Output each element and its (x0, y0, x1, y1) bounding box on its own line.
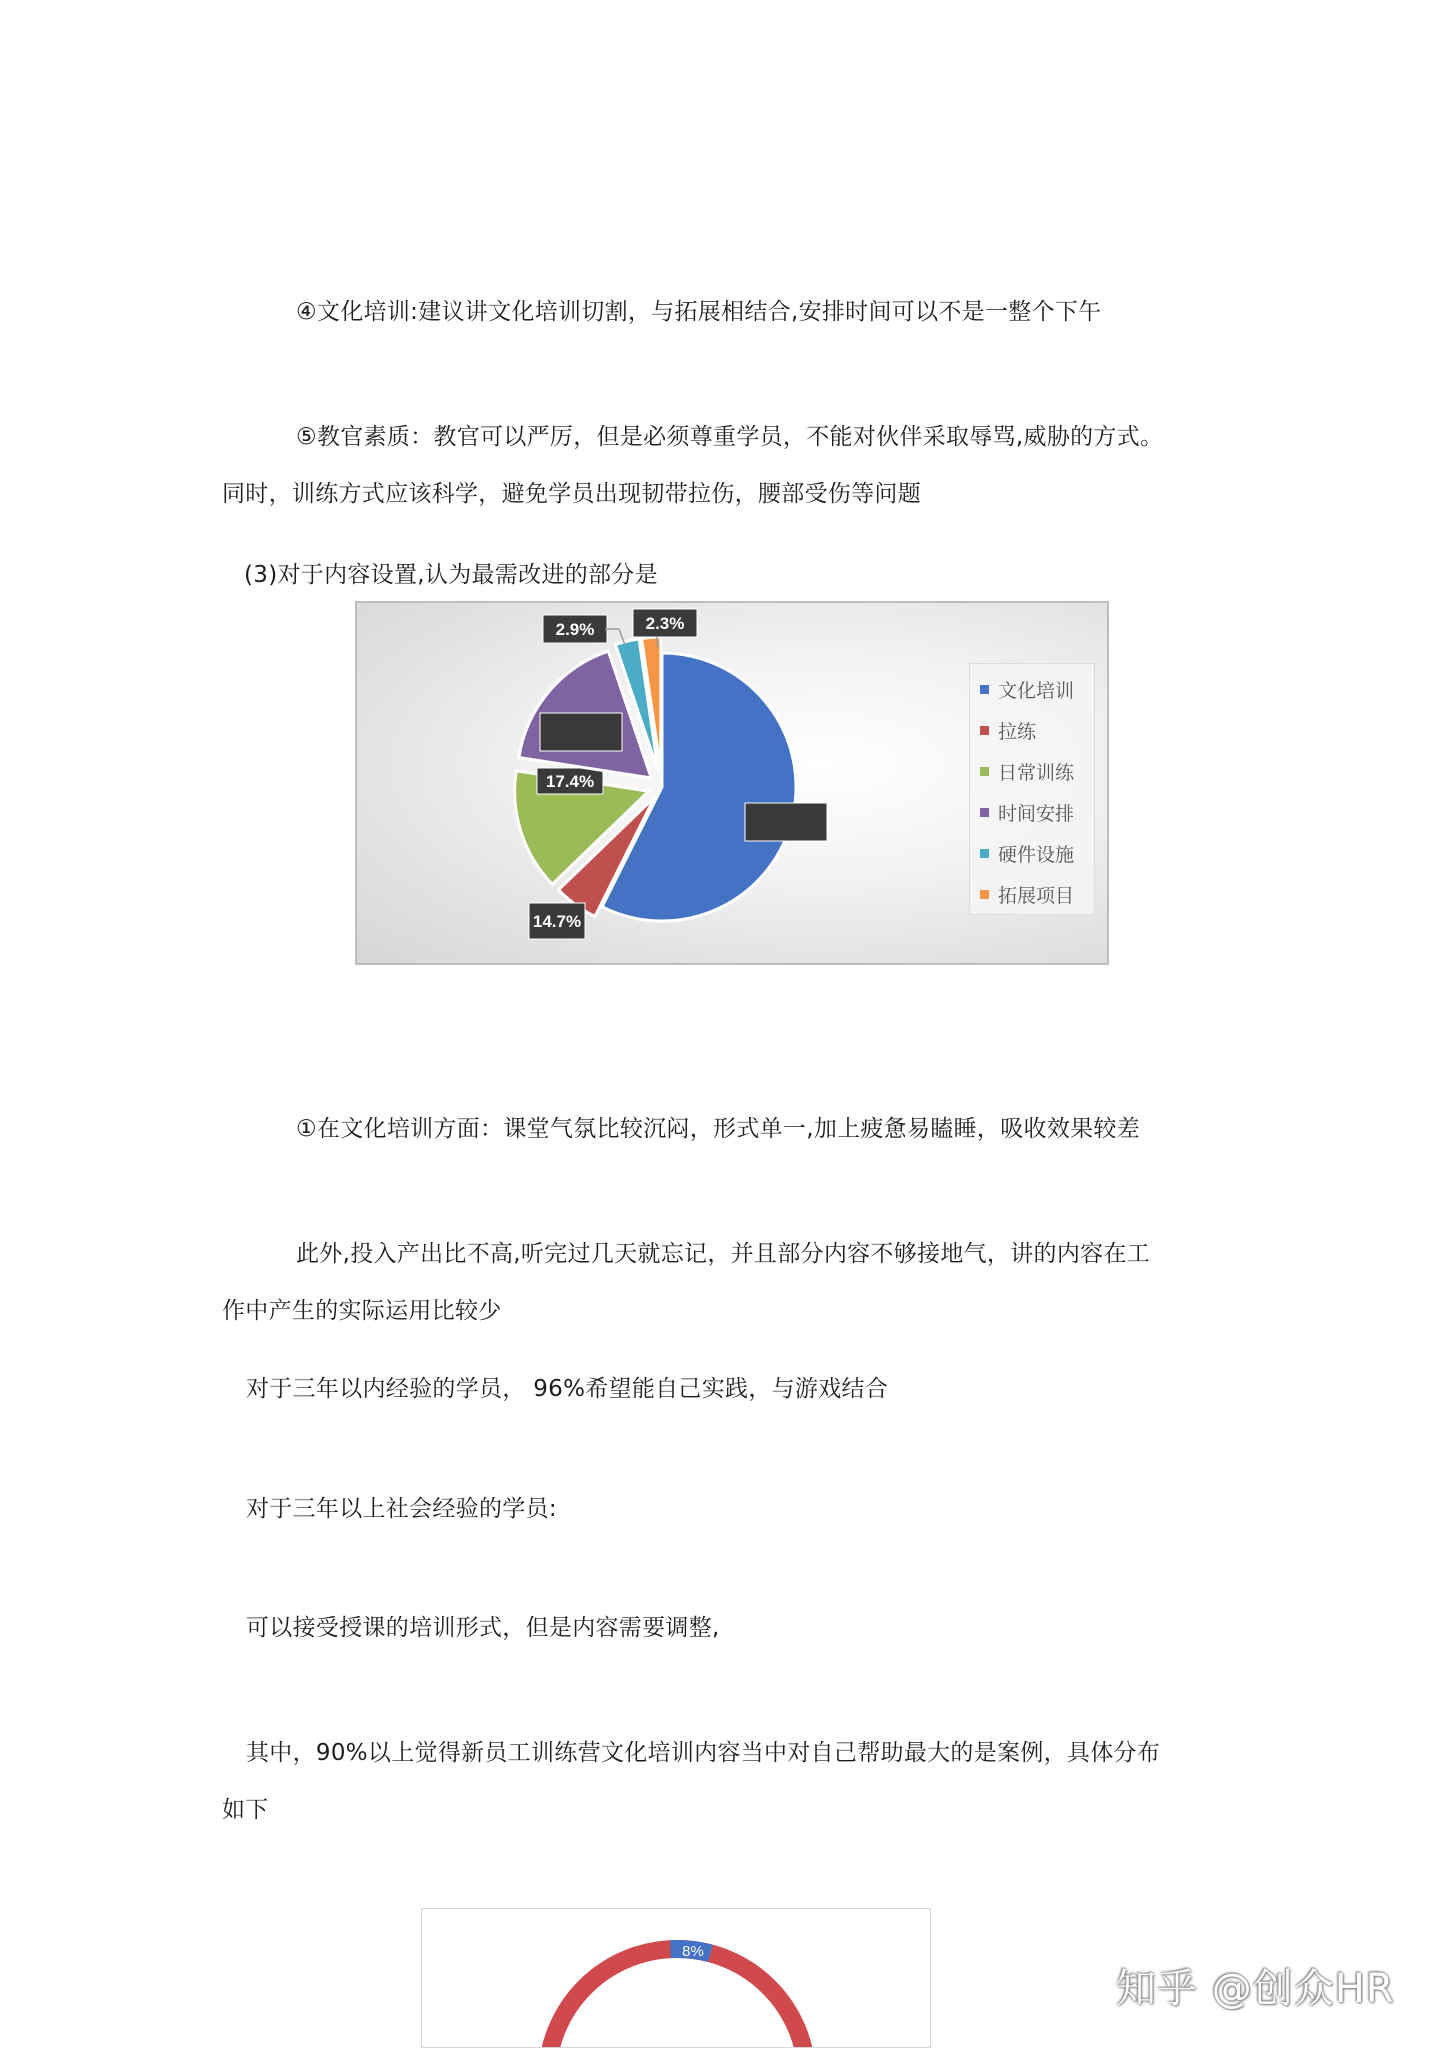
svg-text:2.9%: 2.9% (555, 620, 595, 639)
paragraph-roi-2: 作中产生的实际运用比较少 (222, 1298, 502, 1324)
legend-swatch (980, 849, 989, 858)
legend-swatch (980, 808, 989, 817)
paragraph-accept-lecture: 可以接受授课的培训形式，但是内容需要调整, (246, 1615, 720, 1641)
data-label-2 (537, 768, 603, 794)
legend-label: 文化培训 (998, 679, 1075, 702)
data-label-1 (529, 903, 585, 939)
section-heading-content: (3)对于内容设置,认为最需改进的部分是 (244, 562, 658, 588)
paragraph-case-study-2: 如下 (222, 1797, 269, 1823)
data-label-3 (540, 713, 622, 751)
legend-item (980, 717, 1036, 743)
data-label-4 (543, 615, 607, 643)
legend-item (980, 676, 1074, 702)
paragraph-instructor-quality-2: 同时，训练方式应该科学，避免学员出现韧带拉伤，腰部受伤等问题 (222, 481, 921, 507)
donut-chart-plot (422, 1909, 931, 2048)
legend-item (980, 840, 1074, 866)
chart-legend (969, 663, 1095, 915)
legend-swatch (980, 890, 989, 899)
donut-data-label: 8% (682, 1943, 704, 1960)
legend-swatch (980, 726, 989, 735)
legend-label: 拉练 (998, 720, 1037, 743)
svg-text:2.3%: 2.3% (645, 614, 685, 633)
legend-label: 日常训练 (998, 761, 1075, 784)
paragraph-roi-1: 此外,投入产出比不高,听完过几天就忘记，并且部分内容不够接地气，讲的内容在工 (296, 1241, 1151, 1267)
legend-swatch (980, 767, 989, 776)
donut-chart (421, 1908, 931, 2048)
donut-ring (547, 1949, 807, 2048)
legend-item (980, 799, 1074, 825)
data-label-0 (745, 803, 827, 841)
paragraph-culture-training: ④文化培训:建议讲文化培训切割，与拓展相结合,安排时间可以不是一整个下午 (296, 299, 1102, 325)
legend-label: 拓展项目 (998, 884, 1075, 907)
svg-text:17.4%: 17.4% (545, 772, 595, 791)
legend-label: 时间安排 (998, 802, 1075, 825)
legend-item (980, 758, 1074, 784)
paragraph-case-study-1: 其中，90%以上觉得新员工训练营文化培训内容当中对自己帮助最大的是案例，具体分布 (246, 1740, 1161, 1766)
svg-text:14.7%: 14.7% (532, 912, 582, 931)
legend-swatch (980, 685, 989, 694)
paragraph-culture-aspect: ①在文化培训方面：课堂气氛比较沉闷，形式单一,加上疲惫易瞌睡，吸收效果较差 (296, 1116, 1141, 1142)
pie-chart (355, 601, 1109, 965)
paragraph-over-three-years: 对于三年以上社会经验的学员: (246, 1496, 557, 1522)
watermark: 知乎 @创众HR (1116, 1966, 1395, 2012)
paragraph-instructor-quality-1: ⑤教官素质：教官可以严厉，但是必须尊重学员，不能对伙伴采取辱骂,威胁的方式。 (296, 424, 1164, 450)
legend-label: 硬件设施 (998, 843, 1075, 866)
paragraph-under-three-years: 对于三年以内经验的学员， 96%希望能自己实践，与游戏结合 (246, 1376, 889, 1402)
data-label-5 (633, 609, 697, 637)
legend-item (980, 881, 1074, 907)
